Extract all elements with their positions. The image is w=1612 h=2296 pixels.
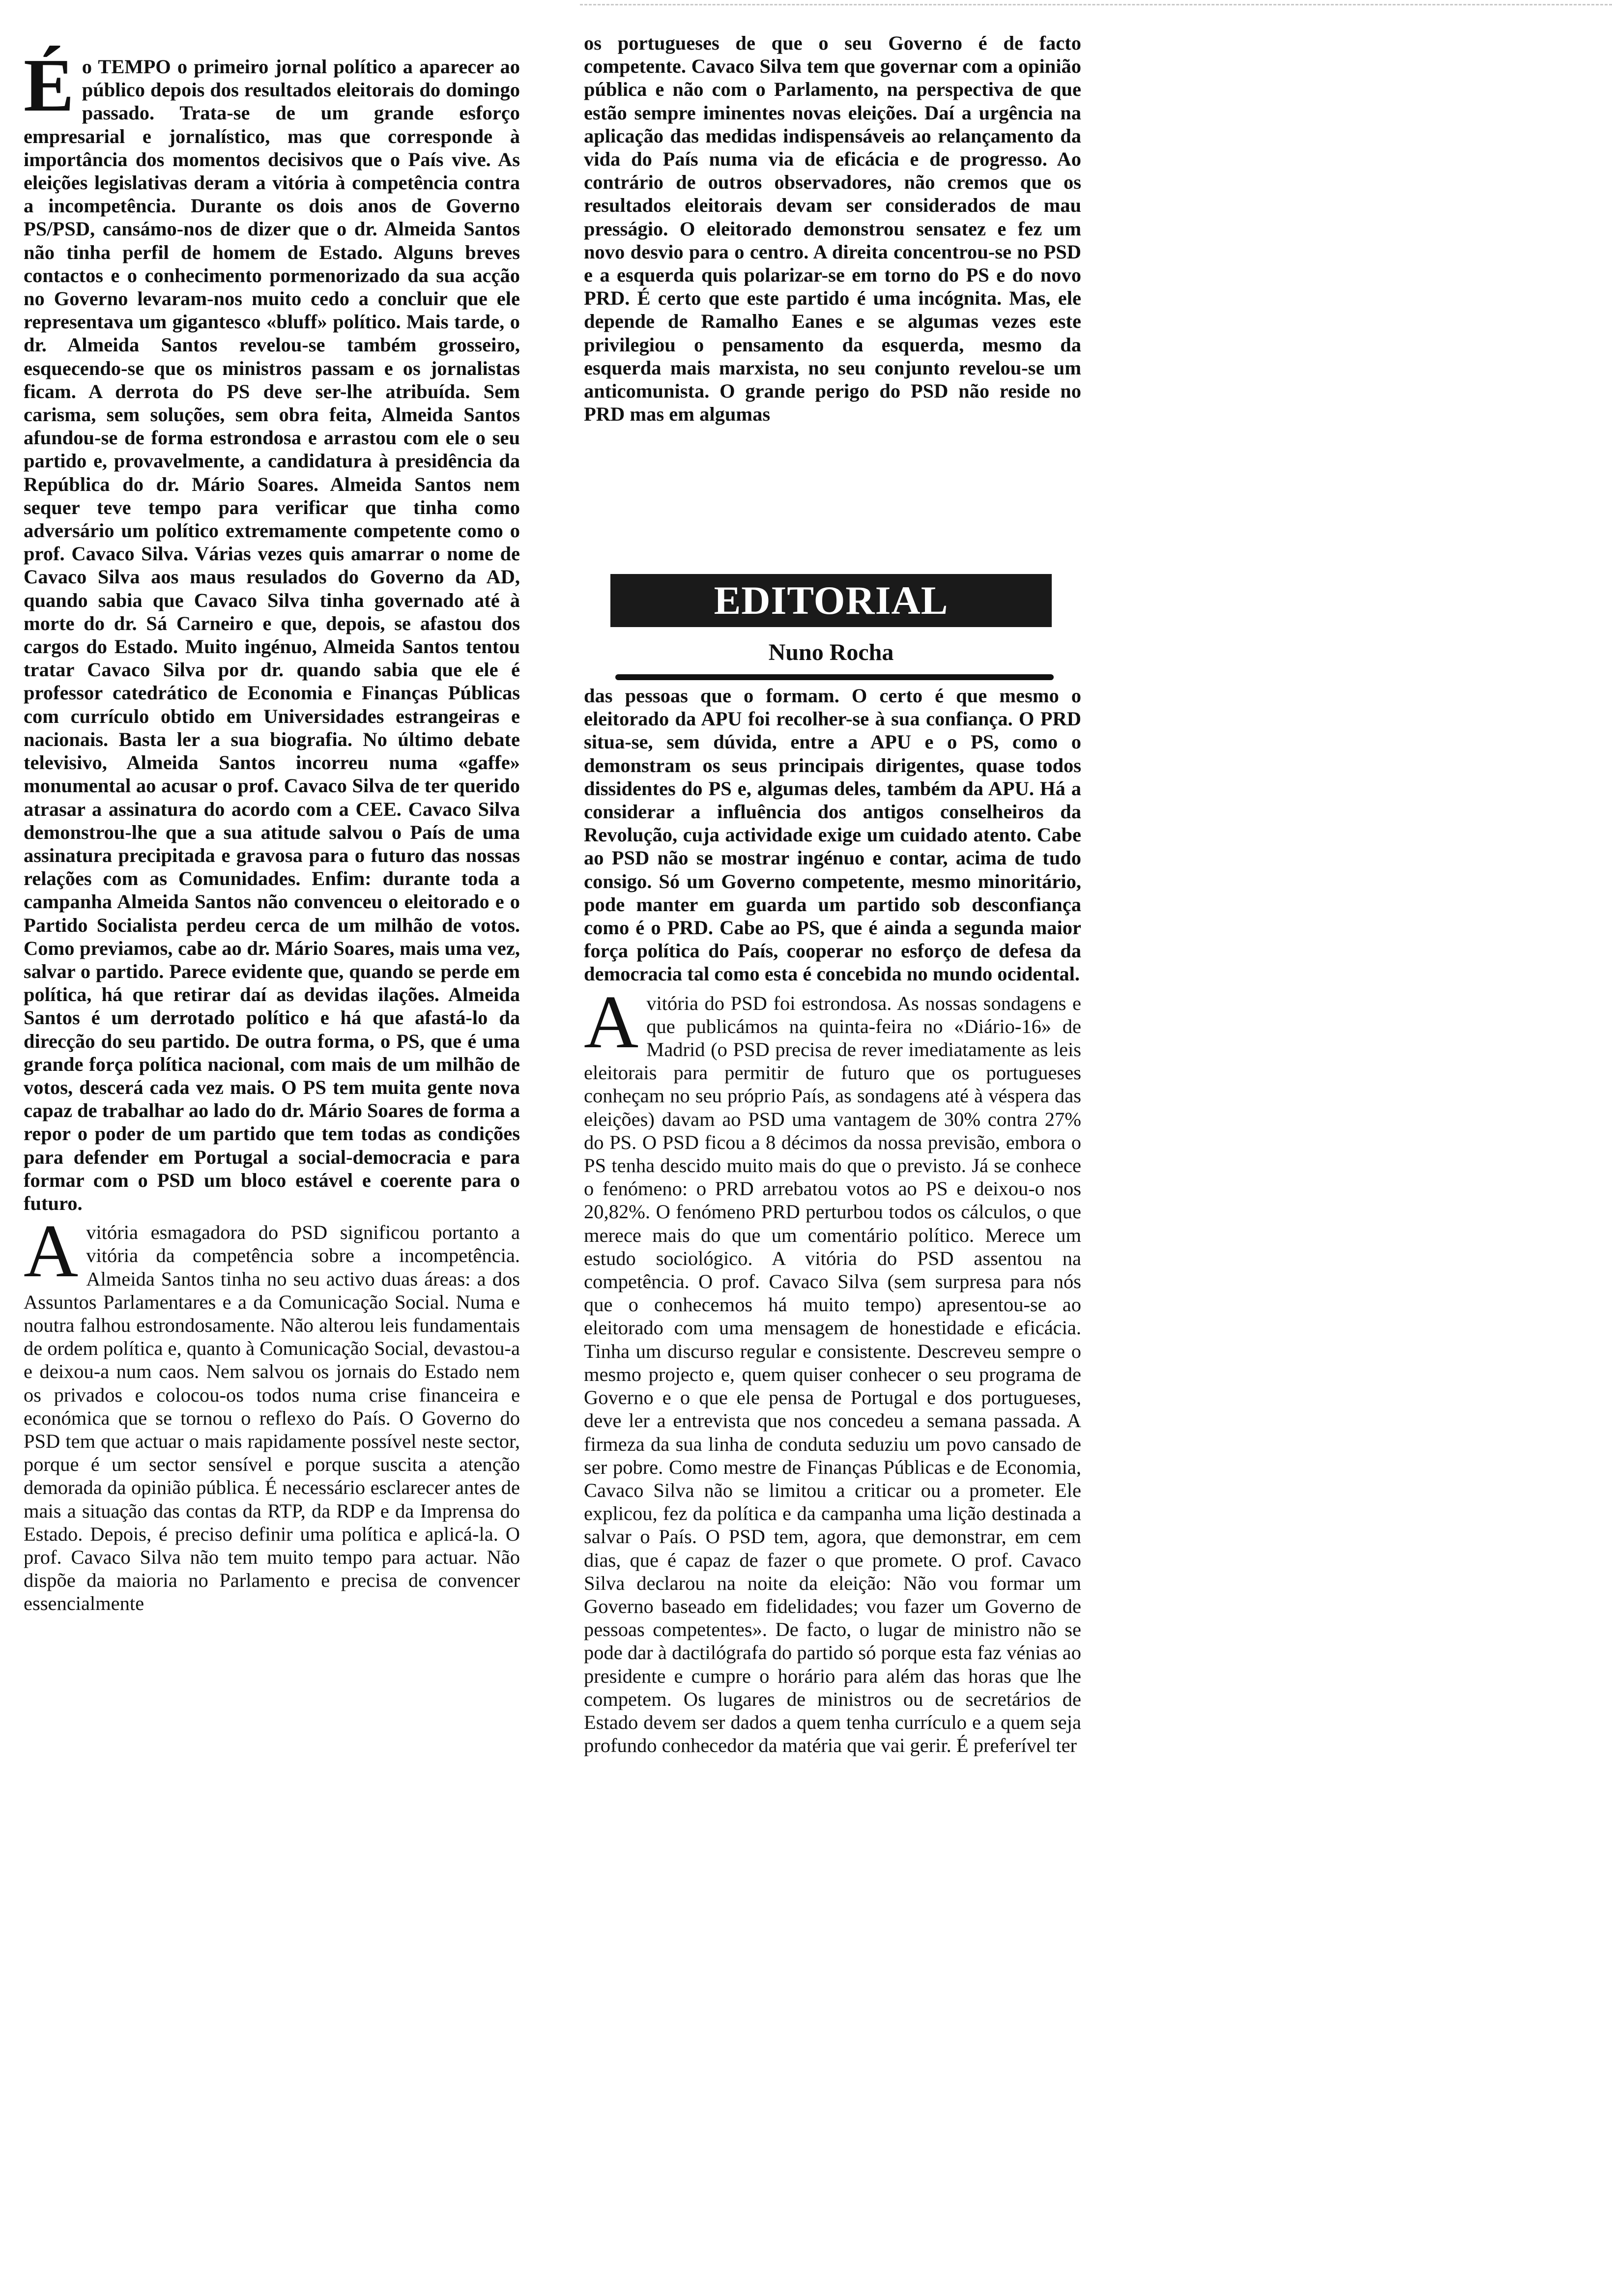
editorial-column-right-bottom (584, 684, 1081, 1757)
editorial-column-left (24, 44, 520, 1615)
post-banner-paragraph: das pessoas que o formam. O certo é que mesmo o eleitorado da APU foi recolher-se à sua confiança. O PRD situa-se, sem dúvida, entre a APU e o PS, como o demonstram os seus principais dirigentes, quase todos dissidentes do PS e, algumas deles, também da APU. Há a considerar a influência dos antigos conselheiros da Revolução, cuja actividade exige um cuidado atento. Cabe ao PSD não se mostrar ingénuo e contar, acima de tudo consigo. Só um Governo competente, mesmo minoritário, pode manter em guarda um partido sob desconfiança como é o PRD. Cabe ao PS, que é ainda a segunda maior força política do País, cooperar no esforço de defesa da democracia tal como esta é concebida no mundo ocidental. (584, 685, 1081, 985)
continued-paragraph: os portugueses de que o seu Governo é de facto competente. Cavaco Silva tem que governar com a opinião pública e não com o Parlamento, na perspectiva de que estão sempre iminentes novas eleições. Daí a urgência na aplicação das medidas indispensáveis ao relançamento da vida do País numa via de eficácia e de progresso. Ao contrário de outros observadores, não cremos que os resultados eleitorais devam ser considerados de mau presságio. O eleitorado demonstrou sensatez e fez um novo desvio para o centro. A direita concentrou-se no PSD e a esquerda quis polarizar-se em torno do PS e do novo PRD. É certo que este partido é uma incógnita. Mas, ele depende de Ramalho Eanes e se algumas vezes este privilegiou o pensamento da esquerda, mesmo da esquerda mais marxista, no seu conjunto revelou-se um anticomunista. O grande perigo do PSD não reside no PRD mas em algumas (584, 32, 1081, 426)
third-paragraph (584, 980, 1081, 1757)
editorial-column-right-top (584, 31, 1081, 426)
byline-underline (615, 674, 1054, 680)
second-paragraph (24, 1209, 520, 1615)
editorial-banner: EDITORIAL (610, 574, 1052, 627)
opening-paragraph-text: o TEMPO o primeiro jornal político a aparecer ao público depois dos resultados eleitorais do domingo passado. Trata-se de um grande esforço empresarial e jornalístico, mas que corresponde à importância dos momentos decisivos que o País vive. As eleições legislativas deram a vitória à competência contra a incompetência. Durante os dois anos de Governo PS/PSD, cansámo-nos de dizer que o dr. Almeida Santos não tinha perfil de homem de Estado. Alguns breves contactos e o conhecimento pormenorizado da sua acção no Governo levaram-nos muito cedo a concluir que ele representava um gigantesco «bluff» político. Mais tarde, o dr. Almeida Santos revelou-se também grosseiro, esquecendo-se que os ministros passam e os jornalistas ficam. A derrota do PS deve ser-lhe atribuída. Sem carisma, sem soluções, sem obra feita, Almeida Santos afundou-se de forma estrondosa e arrastou com ele o seu partido e, provavelmente, a candidatura à presidência da República do dr. Mário Soares. Almeida Santos nem sequer teve tempo para verificar que tinha como adversário um político extremamente competente como o prof. Cavaco Silva. Várias vezes quis amarrar o nome de Cavaco Silva aos maus resulados do Governo da AD, quando sabia que Cavaco Silva tinha governado até à morte do dr. Sá Carneiro e que, depois, se afastou dos cargos do Estado. Muito ingénuo, Almeida Santos tentou tratar Cavaco Silva por dr. quando sabia que ele é professor catedrático de Economia e Finanças Públicas com currículo obtido em Universidades estrangeiras e nacionais. Basta ler a sua biografia. No último debate televisivo, Almeida Santos incorreu numa «gaffe» monumental ao acusar o prof. Cavaco Silva de ter querido atrasar a assinatura do acordo com a CEE. Cavaco Silva demonstrou-lhe que a sua atitude salvou o País de uma assinatura precipitada e gravosa para o futuro das nossas relações com as Comunidades. Enfim: durante toda a campanha Almeida Santos não convenceu o eleitorado e o Partido Socialista perdeu cerca de um milhão de votos. Como previamos, cabe ao dr. Mário Soares, mais uma vez, salvar o partido. Parece evidente que, quando se perde em política, há que retirar daí as devidas ilações. Almeida Santos é um derrotado político e há que afastá-lo da direcção do seu partido. De outra forma, o PS, que é uma grande força política nacional, com mais de um milhão de votos, descerá cada vez mais. O PS tem muita gente nova capaz de trabalhar ao lado do dr. Mário Soares de forma a repor o poder de um partido que tem todas as condições para defender em Portugal a social-democracia e para formar com o PSD um bloco estável e coerente para o futuro. (24, 56, 520, 1214)
author-byline: Nuno Rocha (768, 639, 894, 665)
top-border-line (580, 4, 1612, 7)
drop-cap-a-2: A (584, 980, 639, 1064)
drop-cap-e: É (24, 44, 74, 127)
second-paragraph-text: vitória esmagadora do PSD significou portanto a vitória da competência sobre a incompetência. Almeida Santos tinha no seu activo duas áreas: a dos Assuntos Parlamentares e a da Comunicação Social. Numa e noutra falhou estrondosamente. Não alterou leis fundamentais de ordem política e, quanto à Comunicação Social, devastou-a e deixou-a num caos. Nem salvou os jornais do Estado nem os privados e colocou-os todos numa crise financeira e económica que se tornou o reflexo do País. O Governo do PSD tem que actuar o mais rapidamente possível neste sector, porque é um sector sensível e porque suscita a atenção demorada da opinião pública. É necessário esclarecer antes de mais a situação das contas da RTP, da RDP e da Imprensa do Estado. Depois, é preciso definir uma política e aplicá-la. O prof. Cavaco Silva não tem muito tempo para actuar. Não dispõe da maioria no Parlamento e precisa de convencer essencialmente (24, 1221, 520, 1615)
drop-cap-a: A (24, 1209, 79, 1293)
third-paragraph-text: vitória do PSD foi estrondosa. As nossas sondagens e que publicámos na quinta-feira no «Diário-16» de Madrid (o PSD precisa de rever imediatamente as leis eleitorais para permitir de futuro que os portugueses conheçam no seu próprio País, as sondagens até à véspera das eleições) davam ao PSD uma vantagem de 30% contra 27% do PS. O PSD ficou a 8 décimos da nossa previsão, embora o PS tenha descido muito mais do que o previsto. Já se conhece o fenómeno: o PRD arrebatou votos ao PS e deixou-o nos 20,82%. O fenómeno PRD perturbou todos os cálculos, o que merece mais do que um comentário político. Merece um estudo sociológico. A vitória do PSD assentou na competência. O prof. Cavaco Silva (sem surpresa para nós que o conhecemos há muito tempo) apresentou-se ao eleitorado com uma mensagem de honestidade e eficácia. Tinha um discurso regular e consistente. Descreveu sempre o mesmo projecto e, quem quiser conhecer o seu programa de Governo e o que ele pensa de Portugal e dos portugueses, deve ler a entrevista que nos concedeu a semana passada. A firmeza da sua linha de conduta seduziu um povo cansado de ser pobre. Como mestre de Finanças Públicas e de Economia, Cavaco Silva não se limitou a criticar ou a prometer. Ele explicou, fez da política e da campanha uma lição destinada a salvar o País. O PSD tem, agora, que demonstrar, em cem dias, que é capaz de fazer o que promete. O prof. Cavaco Silva declarou na noite da eleição: Não vou formar um Governo baseado em fidelidades; vou fazer um Governo de pessoas competentes». De facto, o lugar de ministro não se pode dar à dactilógrafa do partido só porque esta faz vénias ao presidente e cumpre o horário para além das horas que lhe competem. Os lugares de ministros ou de secretários de Estado devem ser dados a quem tenha currículo e a quem seja profundo conhecedor da matéria que vai gerir. É preferível ter (584, 992, 1081, 1757)
opening-paragraph (24, 44, 520, 1215)
